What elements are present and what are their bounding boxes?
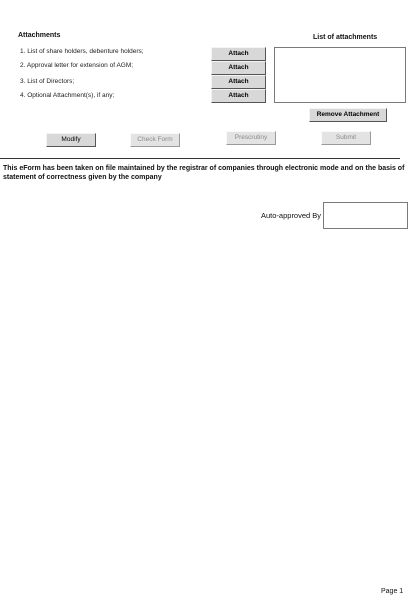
attachments-listbox[interactable] [274,47,406,103]
auto-approved-label: Auto-approved By [261,211,322,220]
page-number: Page 1 [381,588,404,595]
attach-button-directors[interactable]: Attach [211,75,266,89]
auto-approved-field[interactable] [323,202,408,229]
attachment-label-directors: 3. List of Directors; [20,78,75,85]
eform-notice: This eForm has been taken on file maintained by the registrar of companies through electronic mode and on the basis of statement of correctness given by the company [3,165,405,181]
modify-button[interactable]: Modify [46,133,96,147]
prescrutiny-button[interactable]: Prescrutiny [226,131,276,145]
attach-button-agm-approval[interactable]: Attach [211,61,266,75]
remove-attachment-button[interactable]: Remove Attachment [309,108,387,122]
check-form-button[interactable]: Check Form [130,133,180,147]
section-divider [0,158,400,159]
submit-button[interactable]: Submit [321,131,371,145]
list-of-attachments-title: List of attachments [313,34,378,41]
attach-button-share-holders[interactable]: Attach [211,47,266,61]
attachment-label-agm-approval: 2. Approval letter for extension of AGM; [20,62,134,69]
attachments-title: Attachments [18,32,61,39]
attach-button-optional[interactable]: Attach [211,89,266,103]
attachment-label-share-holders: 1. List of share holders, debenture holders; [20,48,144,55]
attachment-label-optional: 4. Optional Attachment(s), if any; [20,92,115,99]
